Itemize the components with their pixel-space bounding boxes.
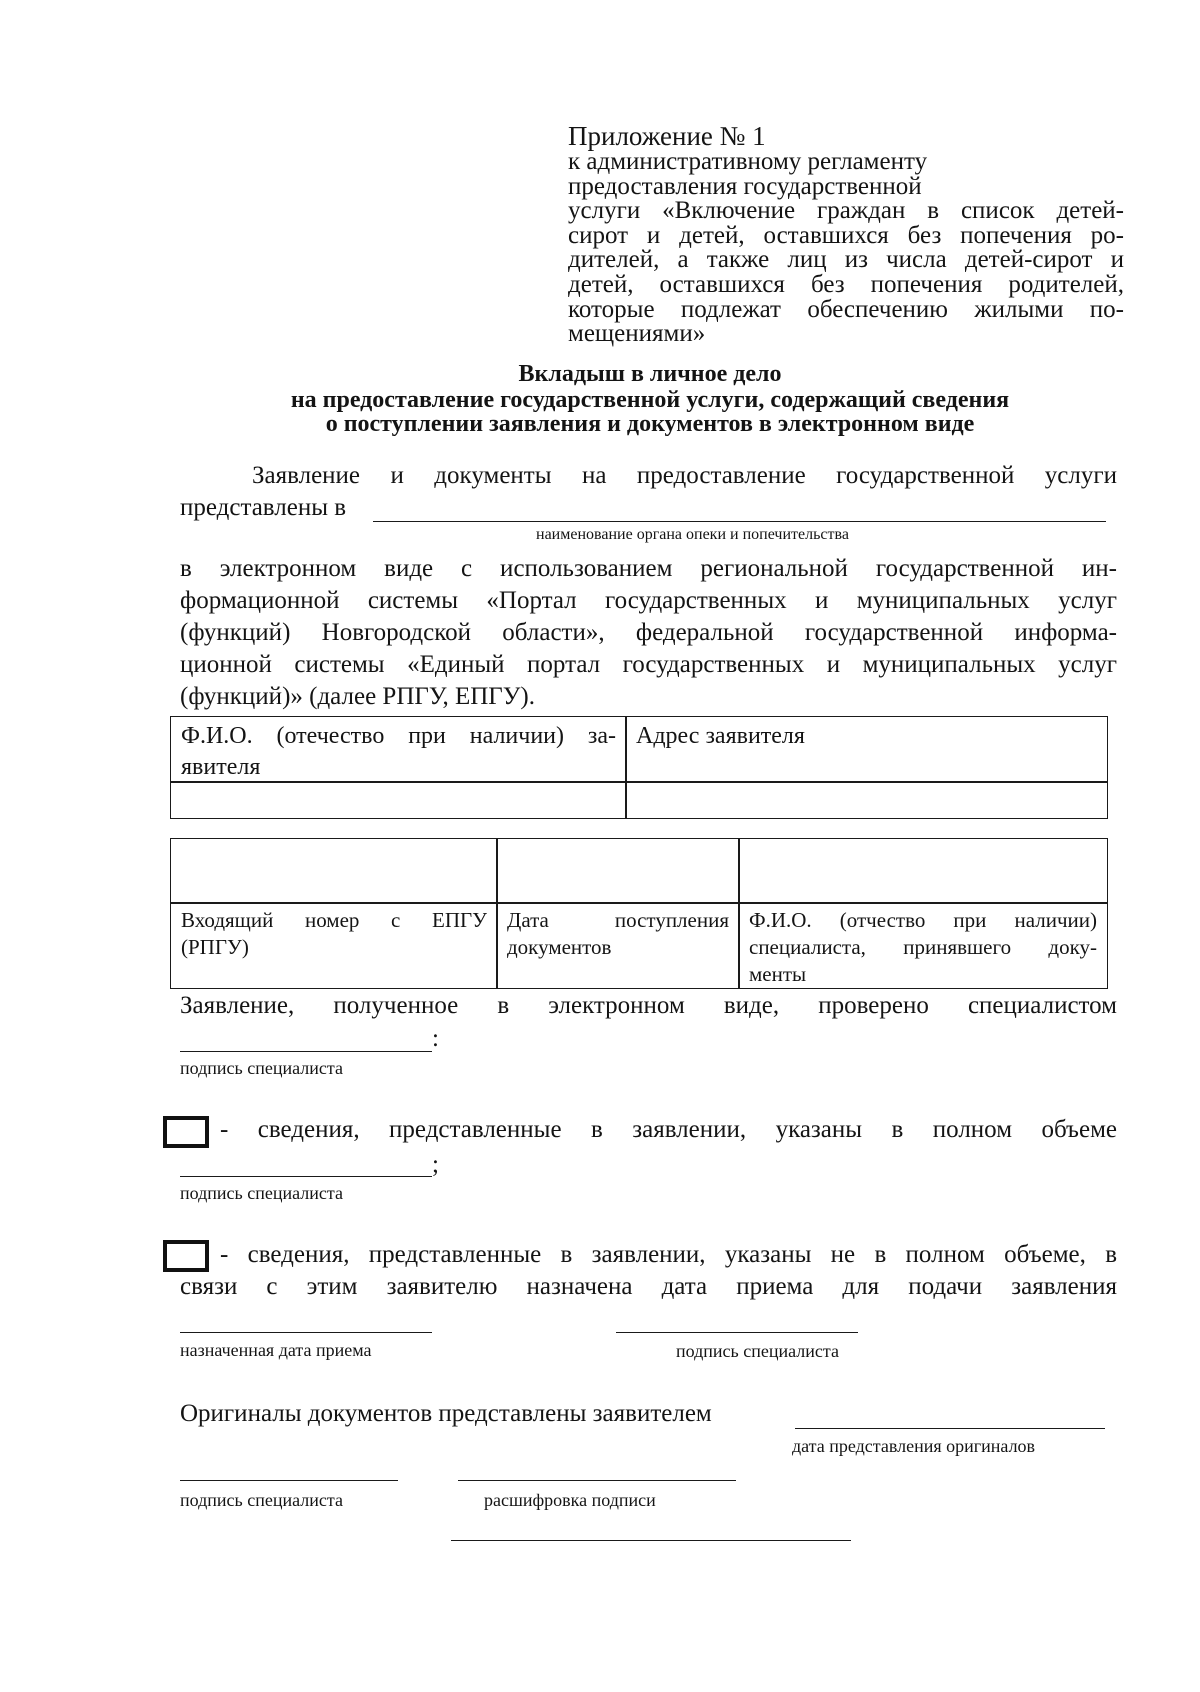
originals-date-field[interactable]	[795, 1428, 1105, 1429]
specialist-signature-field[interactable]	[616, 1332, 858, 1333]
specialist-signature-field[interactable]	[180, 1480, 398, 1481]
table2-cell-incoming-number[interactable]	[170, 838, 498, 904]
appointment-date-caption: назначенная дата приема	[180, 1340, 372, 1360]
table2-header-line: (РПГУ)	[181, 935, 249, 959]
appendix-number: Приложение № 1	[568, 121, 766, 151]
table2-header-line: менты	[749, 962, 807, 986]
table2-cell-date[interactable]	[496, 838, 740, 904]
appendix-line: которые подлежат обеспечению жилыми по-	[568, 295, 1124, 323]
table2-header-line: Входящий номер с ЕПГУ	[181, 908, 487, 932]
signature-caption: подпись специалиста	[676, 1341, 839, 1361]
extra-field[interactable]	[451, 1540, 851, 1541]
option2-line: - сведения, представленные в заявлении, указаны не в полном объеме, в	[220, 1241, 1117, 1268]
semicolon: ;	[432, 1151, 439, 1178]
table1-header-address	[625, 716, 1108, 783]
colon: :	[432, 1025, 439, 1052]
intro-line: ционной системы «Единый портал государственных и муниципальных услуг	[180, 651, 1117, 678]
intro-line: Заявление и документы на предоставление государственной услуги	[252, 462, 1117, 489]
agency-name-caption: наименование органа опеки и попечительства	[536, 526, 849, 543]
table1-header-name	[170, 716, 627, 783]
table2-header-incoming-number	[170, 902, 498, 989]
document-subtitle: на предоставление государственной услуги, содержащий сведения	[290, 387, 1010, 413]
intro-line: в электронном виде с использованием региональной государственной ин-	[180, 555, 1117, 582]
appendix-line: предоставления государственной	[568, 172, 922, 200]
full-info-checkbox[interactable]	[163, 1116, 209, 1148]
originals-statement: Оригиналы документов представлены заявителем	[180, 1400, 712, 1427]
table2-header-line: специалиста, принявшего доку-	[749, 935, 1097, 959]
table2-cell-specialist[interactable]	[738, 838, 1108, 904]
specialist-signature-field[interactable]	[180, 1051, 432, 1052]
intro-line: (функций) Новгородской области», федеральной государственной информа-	[180, 619, 1117, 646]
document-title: Вкладыш в личное дело	[518, 361, 782, 387]
option1-text: - сведения, представленные в заявлении, указаны в полном объеме	[220, 1116, 1117, 1143]
intro-line: (функций)» (далее РПГУ, ЕПГУ).	[180, 683, 536, 710]
table1-cell-address[interactable]	[625, 781, 1108, 819]
appendix-line: дителей, а также лиц из числа детей-сирот и	[568, 246, 1124, 274]
agency-name-field[interactable]	[373, 521, 1106, 522]
table1-header-address-text: Адрес заявителя	[636, 723, 805, 749]
document-subtitle: о поступлении заявления и документов в электронном виде	[325, 411, 975, 437]
appendix-line: детей, оставшихся без попечения родителей,	[568, 270, 1124, 298]
table1-header-name-line: Ф.И.О. (отечество при наличии) за-	[181, 723, 616, 749]
signature-caption: подпись специалиста	[180, 1490, 343, 1510]
appendix-line: мещениями»	[568, 320, 706, 348]
table2-header-date	[496, 902, 740, 989]
originals-date-caption: дата представления оригиналов	[792, 1436, 1036, 1456]
appendix-line: сирот и детей, оставшихся без попечения ро-	[568, 221, 1124, 249]
checked-statement: Заявление, полученное в электронном виде, проверено специалистом	[180, 992, 1117, 1019]
signature-decode-field[interactable]	[458, 1480, 736, 1481]
table2-header-line: документов	[507, 935, 612, 959]
signature-caption: подпись специалиста	[180, 1183, 343, 1203]
appointment-date-field[interactable]	[180, 1332, 432, 1333]
intro-line-prefix: представлены в	[180, 494, 347, 521]
signature-caption: подпись специалиста	[180, 1058, 343, 1078]
intro-line: формационной системы «Портал государственных и муниципальных услуг	[180, 587, 1117, 614]
signature-decode-caption: расшифровка подписи	[484, 1490, 656, 1510]
option2-line: связи с этим заявителю назначена дата приема для подачи заявления	[180, 1273, 1117, 1300]
table2-header-specialist	[738, 902, 1108, 989]
appendix-line: услуги «Включение граждан в список детей-	[568, 197, 1124, 225]
specialist-signature-field[interactable]	[180, 1176, 432, 1177]
table1-header-name-line: явителя	[181, 754, 261, 780]
table1-cell-name[interactable]	[170, 781, 627, 819]
table2-header-line: Ф.И.О. (отчество при наличии)	[749, 908, 1097, 932]
table2-header-line: Дата поступления	[507, 908, 729, 932]
appendix-line: к административному регламенту	[568, 148, 928, 175]
partial-info-checkbox[interactable]	[163, 1240, 209, 1272]
appendix-header	[568, 122, 1124, 347]
